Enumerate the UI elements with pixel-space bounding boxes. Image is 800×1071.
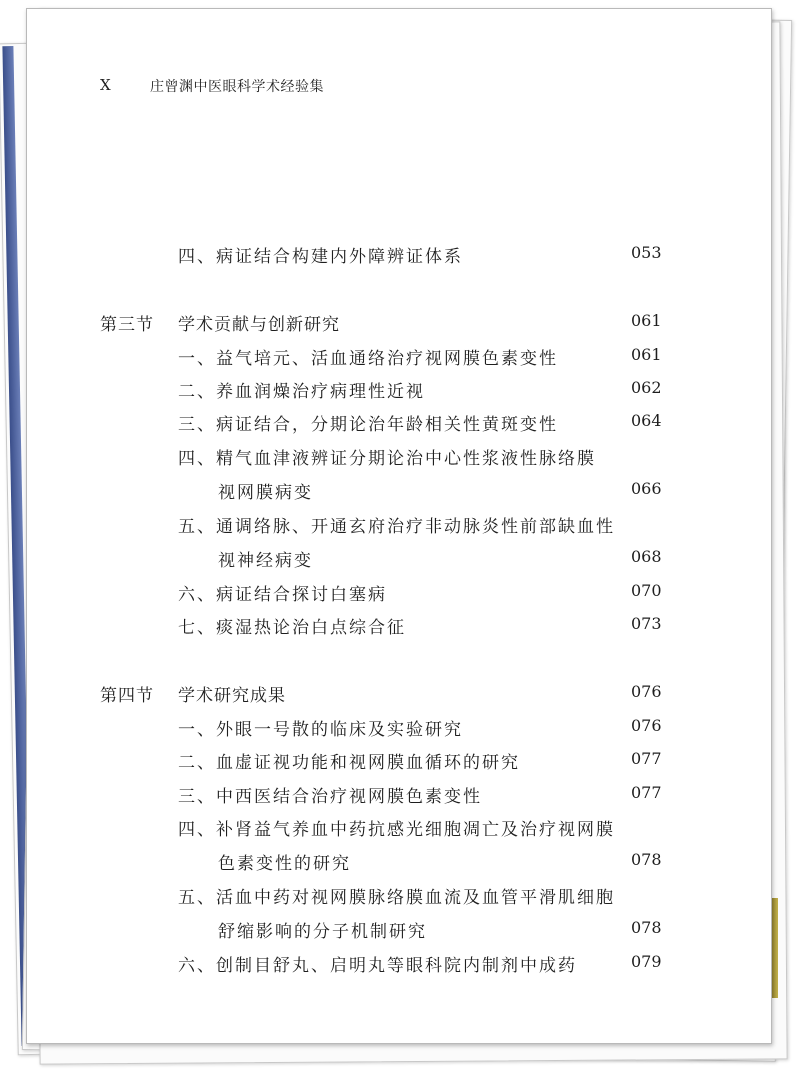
toc-entry: 三、中西医结合治疗视网膜色素变性	[178, 787, 482, 807]
toc-entry: 二、血虚证视功能和视网膜血循环的研究	[178, 753, 520, 773]
toc-page-number: 076	[631, 716, 662, 735]
toc-entry: 三、病证结合，分期论治年龄相关性黄斑变性	[178, 415, 558, 435]
section-title: 学术贡献与创新研究	[178, 315, 340, 335]
book-title: 庄曾渊中医眼科学术经验集	[150, 79, 324, 95]
toc-page-number: 061	[631, 345, 662, 364]
toc-entry: 六、创制目舒丸、启明丸等眼科院内制剂中成药	[178, 956, 577, 976]
section-label: 第四节	[100, 686, 154, 706]
toc-entry: 四、补肾益气养血中药抗感光细胞凋亡及治疗视网膜	[178, 820, 615, 840]
toc-page-number: 079	[631, 952, 662, 971]
toc-entry: 四、精气血津液辨证分期论治中心性浆液性脉络膜	[178, 449, 596, 469]
toc-page-number: 066	[631, 479, 662, 498]
toc-entry: 一、外眼一号散的临床及实验研究	[178, 720, 463, 740]
toc-page-number: 078	[631, 918, 662, 937]
toc-entry: 一、益气培元、活血通络治疗视网膜色素变性	[178, 349, 558, 369]
toc-entry: 二、养血润燥治疗病理性近视	[178, 382, 425, 402]
toc-page-number: 053	[631, 243, 662, 262]
toc-entry-continuation: 舒缩影响的分子机制研究	[218, 922, 427, 942]
toc-entry-continuation: 视神经病变	[218, 551, 313, 571]
toc-page-number: 076	[631, 682, 662, 701]
toc-page-number: 061	[631, 311, 662, 330]
page-number: X	[100, 76, 111, 94]
toc-page-number: 073	[631, 614, 662, 633]
toc-page-number: 078	[631, 850, 662, 869]
toc-entry: 四、病证结合构建内外障辨证体系	[178, 247, 463, 267]
toc-entry: 七、痰湿热论治白点综合征	[178, 618, 406, 638]
toc-page-number: 068	[631, 547, 662, 566]
toc-page-number: 070	[631, 581, 662, 600]
toc-page-number: 064	[631, 411, 662, 430]
toc-entry-continuation: 色素变性的研究	[218, 854, 351, 874]
toc-entry: 六、病证结合探讨白塞病	[178, 585, 387, 605]
toc-page-number: 077	[631, 749, 662, 768]
toc-entry-continuation: 视网膜病变	[218, 483, 313, 503]
toc-entry: 五、活血中药对视网膜脉络膜血流及血管平滑肌细胞	[178, 888, 615, 908]
toc-page-number: 062	[631, 378, 662, 397]
toc-page-number: 077	[631, 783, 662, 802]
section-label: 第三节	[100, 315, 154, 335]
section-title: 学术研究成果	[178, 686, 286, 706]
toc-entry: 五、通调络脉、开通玄府治疗非动脉炎性前部缺血性	[178, 517, 615, 537]
